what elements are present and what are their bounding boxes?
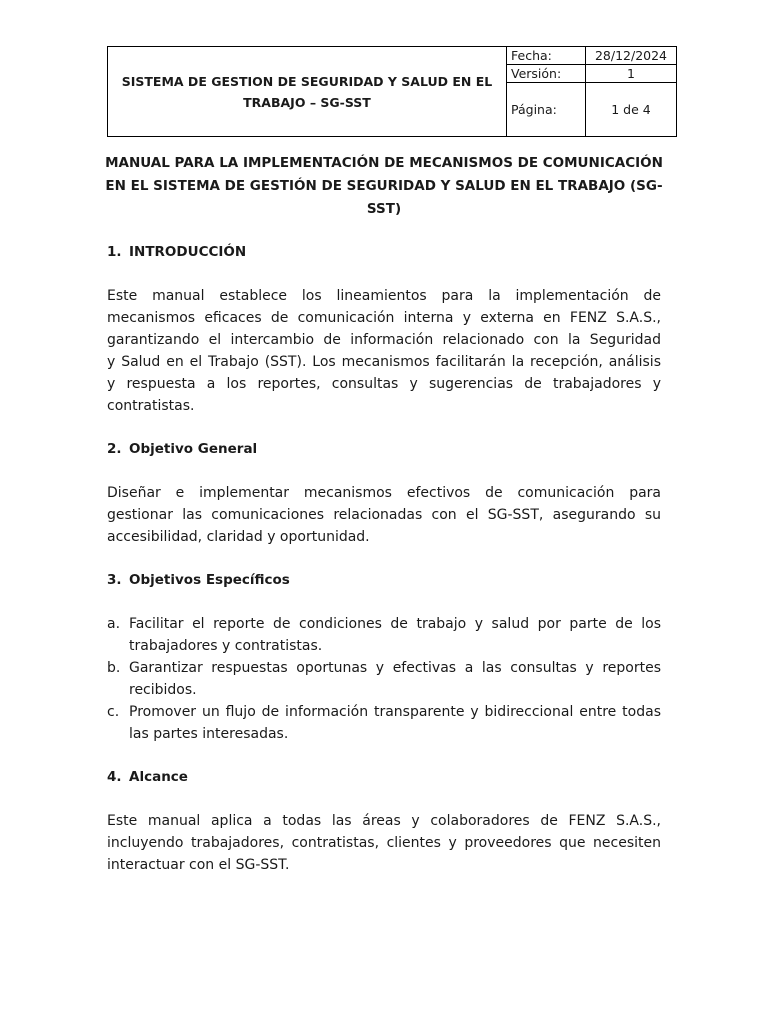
section-heading-objetivos-especificos (107, 569, 290, 591)
pagina-value: 1 de 4 (586, 83, 677, 137)
paragraph-introduccion (107, 285, 661, 417)
section-heading-text: INTRODUCCIÓN (129, 244, 247, 260)
paragraph-line: y respuesta a los reportes, consultas y sugerencias de trabajadores y (107, 376, 661, 392)
paragraph-line: Este manual establece los lineamientos para la implementación de (107, 288, 661, 304)
paragraph-line: Este manual aplica a todas las áreas y colaboradores de FENZ S.A.S., (107, 813, 661, 829)
document-title (100, 152, 668, 221)
paragraph-alcance (107, 810, 661, 876)
section-heading-alcance (107, 766, 188, 788)
list-item-line: Facilitar el reporte de condiciones de trabajo y salud por parte de los (129, 616, 661, 632)
section-number: 2. (107, 441, 122, 457)
list-item-line: trabajadores y contratistas. (129, 638, 323, 654)
list-item-letter: a. (107, 616, 121, 632)
paragraph-line: mecanismos eficaces de comunicación interna y externa en FENZ S.A.S., (107, 310, 661, 326)
document-title-line: EN EL SISTEMA DE GESTIÓN DE SEGURIDAD Y SALUD EN EL TRABAJO (SG-SST) (105, 178, 663, 217)
section-number: 4. (107, 769, 122, 785)
paragraph-line: garantizando el intercambio de información relacionado con la Seguridad (107, 332, 661, 348)
list-item-line: recibidos. (129, 682, 197, 698)
paragraph-line: contratistas. (107, 398, 195, 414)
section-heading-text: Alcance (129, 769, 188, 785)
paragraph-line: gestionar las comunicaciones relacionadas con el SG-SST, asegurando su (107, 507, 661, 523)
paragraph-line: incluyendo trabajadores, contratistas, clientes y proveedores que necesiten (107, 835, 661, 851)
paragraph-line: accesibilidad, claridad y oportunidad. (107, 529, 370, 545)
list-item (107, 657, 661, 701)
paragraph-line: y Salud en el Trabajo (SST). Los mecanismos facilitarán la recepción, análisis (107, 354, 661, 370)
version-value: 1 (586, 65, 677, 83)
section-heading-introduccion (107, 241, 246, 263)
fecha-label: Fecha: (507, 47, 586, 65)
paragraph-line: Diseñar e implementar mecanismos efectivos de comunicación para (107, 485, 661, 501)
document-header-table (107, 46, 677, 137)
version-label: Versión: (507, 65, 586, 83)
paragraph-objetivo-general (107, 482, 661, 548)
list-item-line: Garantizar respuestas oportunas y efectivas a las consultas y reportes (129, 660, 661, 676)
paragraph-line: interactuar con el SG-SST. (107, 857, 290, 873)
section-heading-text: Objetivo General (129, 441, 258, 457)
list-item-letter: c. (107, 704, 120, 720)
section-number: 1. (107, 244, 122, 260)
list-item (107, 701, 661, 745)
list-item-line: las partes interesadas. (129, 726, 289, 742)
list-item (107, 613, 661, 657)
document-title-line: MANUAL PARA LA IMPLEMENTACIÓN DE MECANISMOS DE COMUNICACIÓN (105, 155, 663, 171)
section-heading-objetivo-general (107, 438, 257, 460)
list-item-letter: b. (107, 660, 121, 676)
section-number: 3. (107, 572, 122, 588)
system-title: SISTEMA DE GESTION DE SEGURIDAD Y SALUD EN EL TRABAJO – SG-SST (108, 47, 507, 137)
list-item-line: Promover un flujo de información transparente y bidireccional entre todas (129, 704, 661, 720)
pagina-label: Página: (507, 83, 586, 137)
fecha-value: 28/12/2024 (586, 47, 677, 65)
section-heading-text: Objetivos Específicos (129, 572, 290, 588)
objetivos-especificos-list (107, 613, 661, 745)
